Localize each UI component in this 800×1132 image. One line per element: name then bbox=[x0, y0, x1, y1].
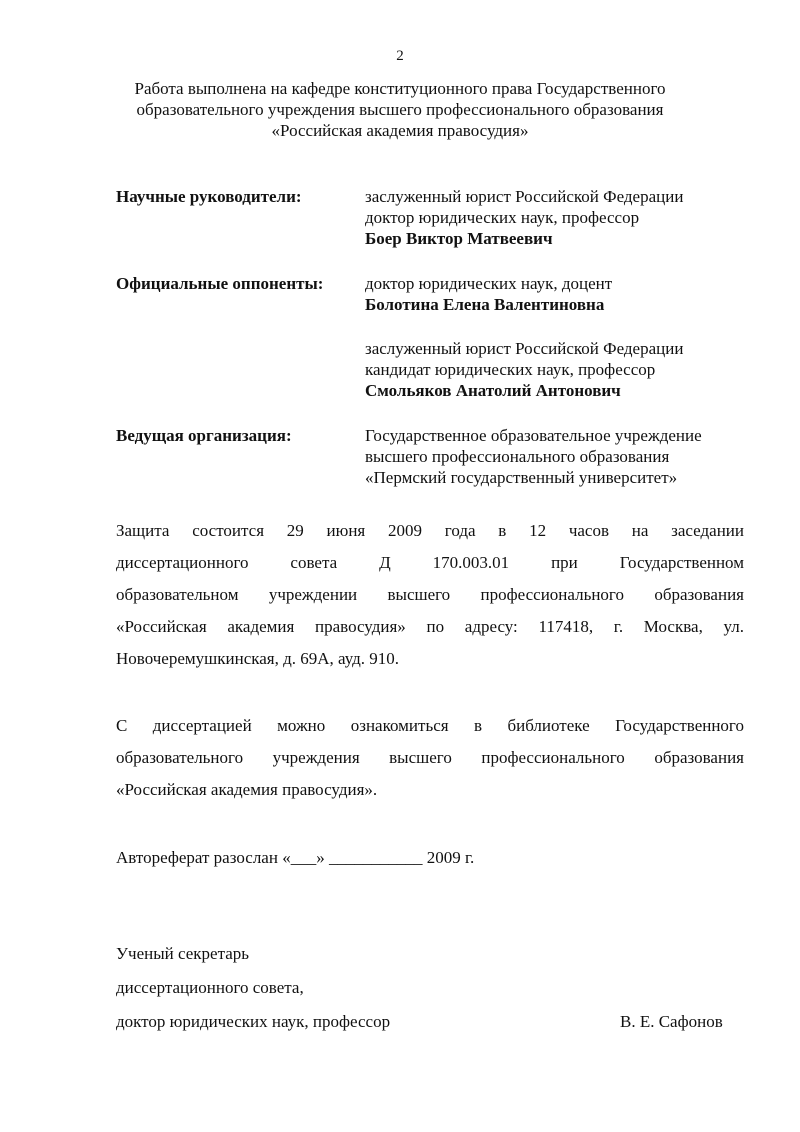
library-line: С диссертацией можно ознакомиться в библиотеке Государственного bbox=[116, 716, 744, 735]
secretary-name: В. Е. Сафонов bbox=[620, 1012, 723, 1031]
defense-paragraph bbox=[116, 515, 744, 675]
supervisors-details bbox=[365, 186, 683, 249]
library-paragraph bbox=[116, 710, 744, 806]
leading-org-details bbox=[365, 425, 702, 488]
leading-org-label: Ведущая организация: bbox=[116, 426, 292, 445]
abstract-sent-line: Автореферат разослан «___» ___________ 2009 г. bbox=[116, 848, 475, 867]
defense-line: диссертационного совета Д 170.003.01 при Государственном bbox=[116, 553, 744, 572]
document-header bbox=[0, 78, 800, 141]
defense-line: образовательном учреждении высшего профессионального образования bbox=[116, 585, 744, 604]
supervisor-name: Боер Виктор Матвеевич bbox=[365, 229, 553, 248]
header-line: «Российская академия правосудия» bbox=[271, 121, 529, 140]
opponent-degree: кандидат юридических наук, профессор bbox=[365, 360, 656, 379]
header-line: образовательного учреждения высшего профессионального образования bbox=[136, 100, 664, 119]
supervisor-title: заслуженный юрист Российской Федерации bbox=[365, 187, 684, 206]
page-number: 2 bbox=[396, 48, 404, 64]
secretary-council: диссертационного совета, bbox=[116, 978, 304, 997]
opponent-second bbox=[365, 338, 683, 401]
supervisor-degree: доктор юридических наук, профессор bbox=[365, 208, 640, 227]
opponents-label: Официальные оппоненты: bbox=[116, 274, 324, 293]
header-line: Работа выполнена на кафедре конституционного права Государственного bbox=[134, 79, 666, 98]
opponent-name: Болотина Елена Валентиновна bbox=[365, 295, 605, 314]
library-line: образовательного учреждения высшего профессионального образования bbox=[116, 748, 744, 767]
opponent-title: заслуженный юрист Российской Федерации bbox=[365, 339, 684, 358]
supervisors-label: Научные руководители: bbox=[116, 187, 302, 206]
defense-line: «Российская академия правосудия» по адресу: 117418, г. Москва, ул. bbox=[116, 617, 744, 636]
leading-org-line: «Пермский государственный университет» bbox=[365, 468, 678, 487]
leading-org-line: Государственное образовательное учреждение bbox=[365, 426, 702, 445]
leading-org-line: высшего профессионального образования bbox=[365, 447, 670, 466]
library-line: «Российская академия правосудия». bbox=[116, 780, 378, 799]
defense-line: Новочеремушкинская, д. 69А, ауд. 910. bbox=[116, 649, 400, 668]
opponent-first bbox=[365, 273, 612, 315]
secretary-degree: доктор юридических наук, профессор bbox=[116, 1012, 391, 1031]
opponent-name: Смольяков Анатолий Антонович bbox=[365, 381, 621, 400]
secretary-title: Ученый секретарь bbox=[116, 944, 250, 963]
defense-line: Защита состоится 29 июня 2009 года в 12 часов на заседании bbox=[116, 521, 744, 540]
opponent-degree: доктор юридических наук, доцент bbox=[365, 274, 613, 293]
